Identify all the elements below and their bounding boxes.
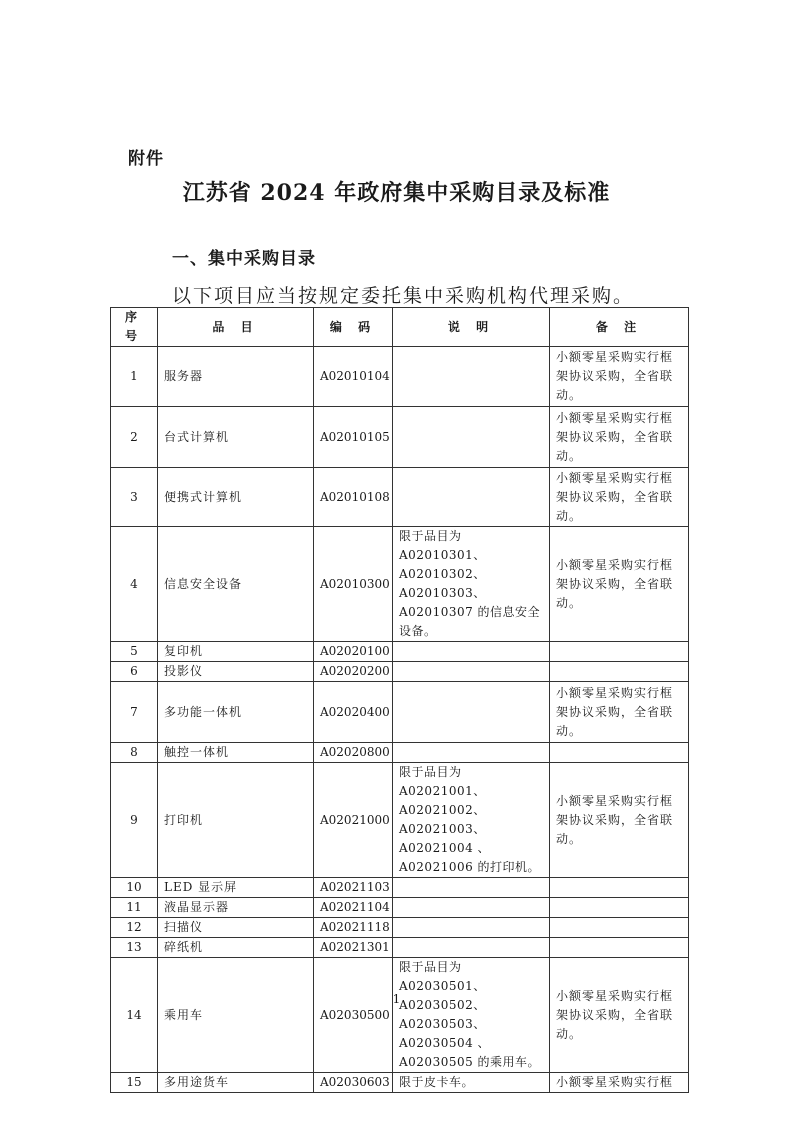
table-row (111, 918, 689, 938)
table-row (111, 898, 689, 918)
cell-code: A02020100 (314, 642, 393, 662)
cell-item: 扫描仪 (158, 918, 314, 938)
cell-remarks (550, 898, 689, 918)
cell-remarks: 小额零星采购实行框架协议采购，全省联动。 (550, 763, 689, 878)
cell-description (393, 347, 550, 407)
cell-remarks: 小额零星采购实行框架协议采购，全省联动。 (550, 347, 689, 407)
cell-description: 限于品目为 A02010301、A02010302、A02010303、A02010307 的信息安全设备。 (393, 527, 550, 642)
cell-code: A02021301 (314, 938, 393, 958)
cell-description: 限于皮卡车。 (393, 1073, 550, 1093)
cell-remarks (550, 878, 689, 898)
cell-remarks (550, 642, 689, 662)
cell-item: 触控一体机 (158, 743, 314, 763)
cell-description (393, 468, 550, 527)
cell-item: 液晶显示器 (158, 898, 314, 918)
cell-remarks: 小额零星采购实行框架协议采购，全省联动。 (550, 407, 689, 468)
cell-item: LED 显示屏 (158, 878, 314, 898)
document-title: 江苏省 2024 年政府集中采购目录及标准 (182, 180, 611, 206)
table-header-row (111, 308, 689, 347)
header-serial: 序号 (111, 308, 158, 347)
cell-code: A02030500 (314, 958, 393, 1073)
table-row (111, 662, 689, 682)
table-row (111, 1073, 689, 1093)
cell-description (393, 642, 550, 662)
cell-serial: 1 (111, 347, 158, 407)
cell-remarks: 小额零星采购实行框架协议采购，全省联动。 (550, 468, 689, 527)
cell-item: 投影仪 (158, 662, 314, 682)
table-row (111, 878, 689, 898)
cell-serial: 3 (111, 468, 158, 527)
header-remarks: 备 注 (550, 308, 689, 347)
cell-code: A02020200 (314, 662, 393, 682)
cell-description (393, 898, 550, 918)
table-row (111, 682, 689, 743)
header-code: 编 码 (314, 308, 393, 347)
cell-serial: 9 (111, 763, 158, 878)
table-row (111, 468, 689, 527)
cell-remarks (550, 662, 689, 682)
cell-code: A02021118 (314, 918, 393, 938)
table-row (111, 938, 689, 958)
cell-remarks: 小额零星采购实行框架协议采购，全省联动。 (550, 527, 689, 642)
cell-item: 多用途货车 (158, 1073, 314, 1093)
cell-serial: 5 (111, 642, 158, 662)
cell-serial: 15 (111, 1073, 158, 1093)
cell-serial: 13 (111, 938, 158, 958)
cell-serial: 12 (111, 918, 158, 938)
cell-remarks: 小额零星采购实行框 (550, 1073, 689, 1093)
table-row (111, 743, 689, 763)
cell-remarks: 小额零星采购实行框架协议采购，全省联动。 (550, 958, 689, 1073)
cell-description (393, 918, 550, 938)
cell-code: A02010104 (314, 347, 393, 407)
cell-serial: 14 (111, 958, 158, 1073)
cell-description: 限于品目为 A02030501、A02030502、A02030503、A02030504 、A02030505 的乘用车。 (393, 958, 550, 1073)
table-row (111, 958, 689, 1073)
header-item: 品 目 (158, 308, 314, 347)
cell-item: 台式计算机 (158, 407, 314, 468)
cell-code: A02030603 (314, 1073, 393, 1093)
cell-serial: 7 (111, 682, 158, 743)
cell-description: 限于品目为 A02021001、A02021002、A02021003、A02021004 、A02021006 的打印机。 (393, 763, 550, 878)
header-description: 说 明 (393, 308, 550, 347)
cell-serial: 11 (111, 898, 158, 918)
cell-remarks (550, 938, 689, 958)
cell-code: A02021000 (314, 763, 393, 878)
section-heading: 一、集中采购目录 (172, 249, 316, 269)
intro-paragraph: 以下项目应当按规定委托集中采购机构代理采购。 (172, 285, 635, 307)
cell-description (393, 407, 550, 468)
cell-item: 便携式计算机 (158, 468, 314, 527)
cell-description (393, 682, 550, 743)
cell-code: A02010300 (314, 527, 393, 642)
cell-description (393, 662, 550, 682)
cell-description (393, 743, 550, 763)
page-number: 1 (392, 992, 401, 1006)
cell-code: A02021104 (314, 898, 393, 918)
cell-item: 多功能一体机 (158, 682, 314, 743)
cell-code: A02021103 (314, 878, 393, 898)
cell-item: 服务器 (158, 347, 314, 407)
cell-remarks (550, 743, 689, 763)
cell-code: A02010108 (314, 468, 393, 527)
cell-code: A02020400 (314, 682, 393, 743)
cell-code: A02010105 (314, 407, 393, 468)
procurement-catalog-table (110, 307, 689, 1093)
cell-description (393, 938, 550, 958)
table-row (111, 763, 689, 878)
cell-serial: 10 (111, 878, 158, 898)
table-row (111, 527, 689, 642)
table-row (111, 642, 689, 662)
cell-serial: 8 (111, 743, 158, 763)
cell-serial: 4 (111, 527, 158, 642)
cell-item: 打印机 (158, 763, 314, 878)
table-row (111, 407, 689, 468)
cell-serial: 6 (111, 662, 158, 682)
cell-serial: 2 (111, 407, 158, 468)
cell-description (393, 878, 550, 898)
cell-remarks (550, 918, 689, 938)
table-row (111, 347, 689, 407)
cell-item: 碎纸机 (158, 938, 314, 958)
cell-item: 复印机 (158, 642, 314, 662)
cell-item: 乘用车 (158, 958, 314, 1073)
cell-code: A02020800 (314, 743, 393, 763)
annex-label: 附件 (128, 149, 164, 169)
cell-item: 信息安全设备 (158, 527, 314, 642)
cell-remarks: 小额零星采购实行框架协议采购，全省联动。 (550, 682, 689, 743)
